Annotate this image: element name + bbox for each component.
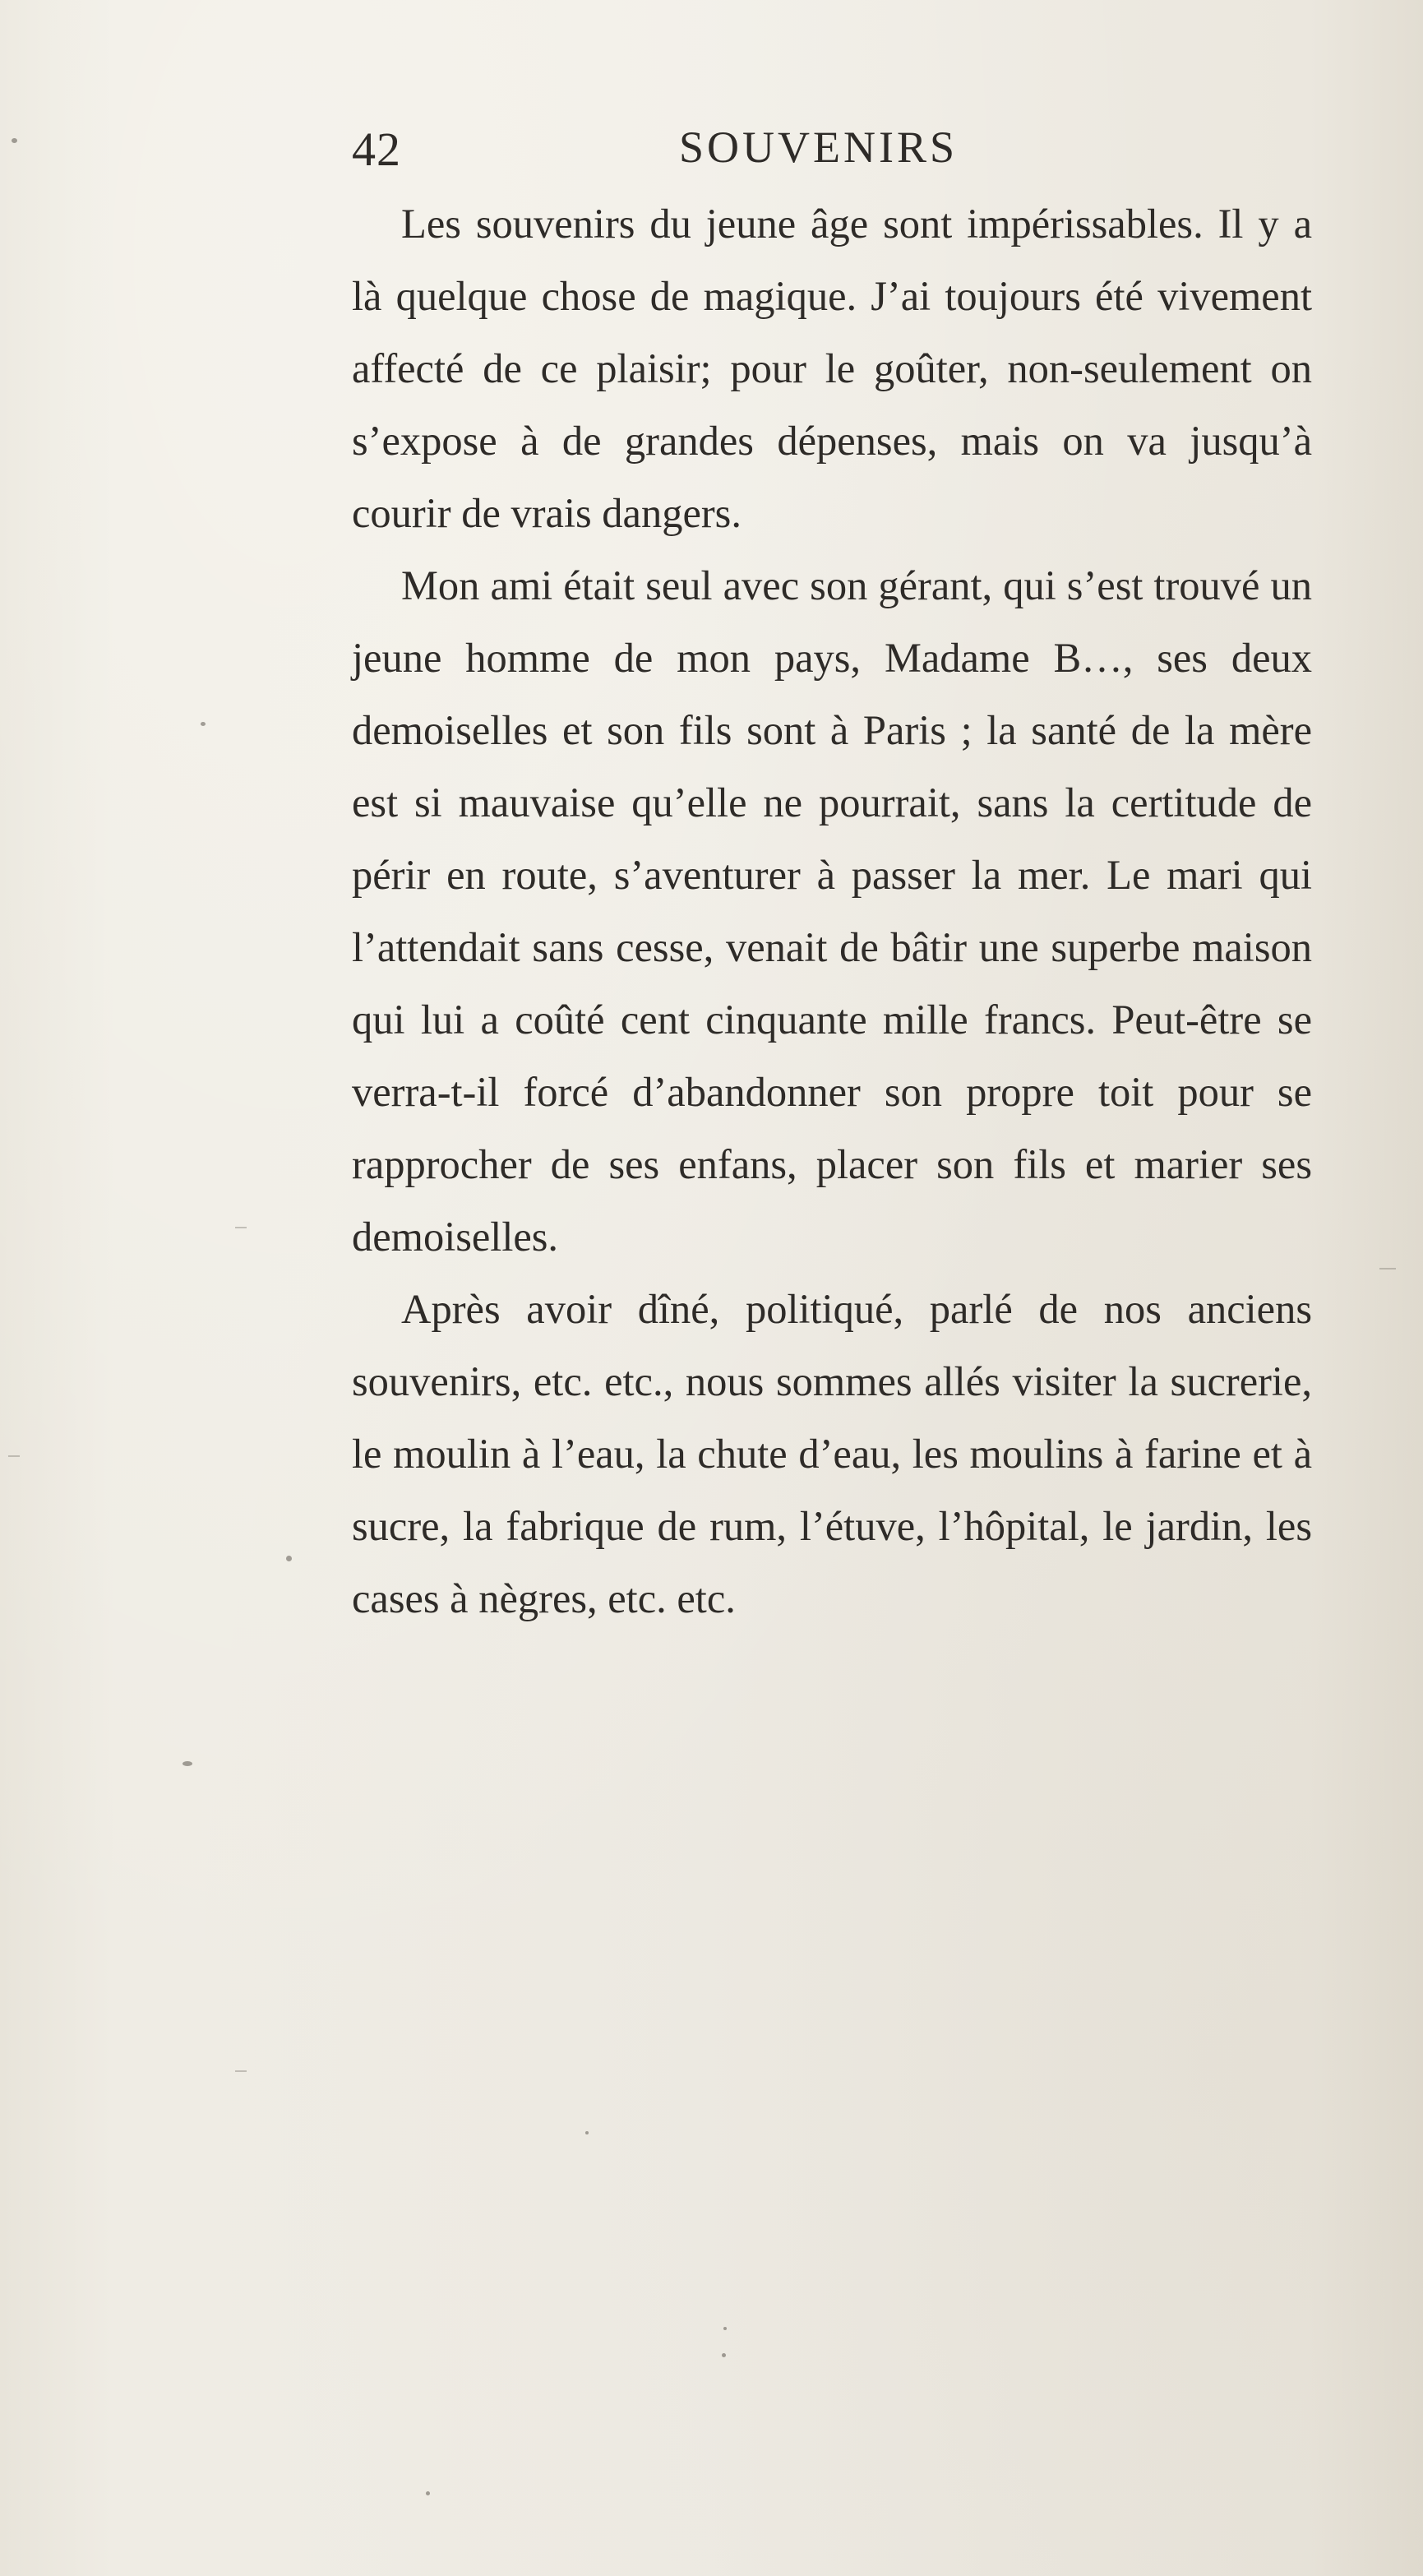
- paper-mark: [8, 1455, 20, 1457]
- paper-speck: [182, 1761, 192, 1766]
- paragraph-1: Les souvenirs du jeune âge sont impérissables. Il y a là quelque chose de magique. J’ai toujours été vivement affecté de ce plaisir; pour le goûter, non-seulement on s’expose à de grandes dépenses, mais on va jusqu’à courir de vrais dangers.: [352, 201, 1312, 536]
- running-title: SOUVENIRS: [679, 123, 959, 172]
- paper-mark: [1379, 1268, 1396, 1270]
- paper-speck: [286, 1556, 292, 1561]
- page-number: 42: [352, 123, 401, 176]
- paper-mark: [235, 1227, 247, 1228]
- paper-speck: [426, 2491, 430, 2495]
- paper-speck: [201, 722, 206, 726]
- paper-mark: [235, 2070, 247, 2072]
- page-body: [352, 187, 1312, 1635]
- paragraph-2: Mon ami était seul avec son gérant, qui s’est trouvé un jeune homme de mon pays, Madame B…, ses deux demoiselles et son fils sont à Paris ; la santé de la mère est si mauvaise qu’elle ne pourrait, sans la certitude de périr en route, s’aventurer à passer la mer. Le mari qui l’attendait sans cesse, venait de bâtir une superbe maison qui lui a coûté cent cinquante mille francs. Peut-être se verra-t-il forcé d’abandonner son propre toit pour se rapprocher de ses enfans, placer son fils et marier ses demoiselles.: [352, 562, 1312, 1260]
- paper-speck: [585, 2131, 589, 2134]
- paper-speck: [722, 2353, 726, 2357]
- page-header: [352, 122, 1312, 187]
- paragraph-3: Après avoir dîné, politiqué, parlé de nos anciens souvenirs, etc. etc., nous sommes allés visiter la sucrerie, le moulin à l’eau, la chute d’eau, les moulins à farine et à sucre, la fabrique de rum, l’étuve, l’hôpital, le jardin, les cases à nègres, etc. etc.: [352, 1286, 1312, 1621]
- paper-speck: [12, 138, 17, 143]
- paper-speck: [723, 2327, 727, 2330]
